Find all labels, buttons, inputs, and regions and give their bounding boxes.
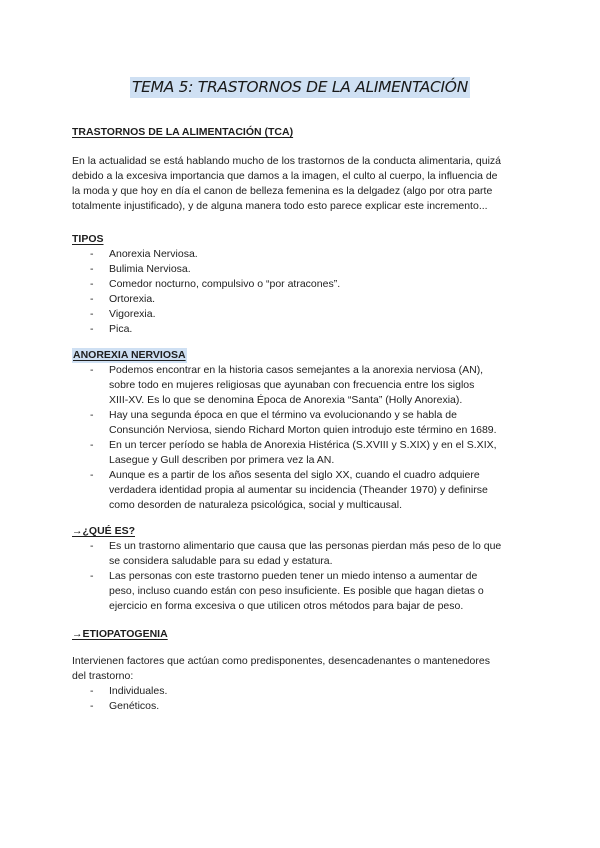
title-wrap [72, 0, 528, 101]
paragraph-line: la moda y que hoy en día el canon de belleza femenina es la delgadez (algo por otra parte [72, 185, 493, 197]
list-etiopatogenia [72, 684, 528, 714]
list-item-line: - Las personas con este trastorno pueden tener un miedo intenso a aumentar de [109, 570, 478, 582]
list-que-es [72, 539, 528, 614]
heading-anorexia-wrap [72, 345, 528, 363]
list-item-line: XIII-XV. Es lo que se denomina Época de Anorexia “Santa” (Holly Anorexia). [109, 394, 463, 406]
list-item-line: - Es un trastorno alimentario que causa que las personas pierdan más peso de lo que [109, 540, 502, 552]
list-item-line: Consunción Nerviosa, siendo Richard Morton quien introdujo este término en 1689. [109, 424, 497, 436]
list-item-line: Lasegue y Gull describen por primera vez la AN. [109, 454, 335, 466]
list-item-line: verdadera identidad propia al aumentar su incidencia (Theander 1970) y definirse [109, 484, 488, 496]
paragraph-line: debido a la excesiva importancia que damos a la imagen, el culto al cuerpo, la influencia de [72, 170, 498, 182]
heading-que-es: →¿QUÉ ES? [72, 525, 136, 537]
list-item [90, 539, 528, 569]
heading-tipos: TIPOS [72, 233, 104, 245]
heading-etiopatogenia: →ETIOPATOGENIA [72, 628, 168, 640]
list-anorexia [72, 363, 528, 513]
list-item-line: ejercicio en forma excesiva o que utilicen otros métodos para bajar de peso. [109, 600, 464, 612]
list-item [90, 468, 528, 513]
list-item [90, 363, 528, 408]
list-item-line: como desorden de naturaleza psicológica, social y multicausal. [109, 499, 402, 511]
paragraph-line: En la actualidad se está hablando mucho de los trastornos de la conducta alimentaria, quizá [72, 155, 502, 167]
list-item: - Pica. [90, 322, 528, 337]
list-item-line: - Podemos encontrar en la historia casos semejantes a la anorexia nerviosa (AN), [109, 364, 484, 376]
list-item-line: peso, incluso cuando están con peso insuficiente. Es posible que hagan dietas o [109, 585, 484, 597]
heading-tca: TRASTORNOS DE LA ALIMENTACIÓN (TCA) [72, 126, 294, 138]
paragraph-etiopatogenia [72, 654, 528, 684]
paragraph-line: del trastorno: [72, 670, 134, 682]
list-item: - Anorexia Nerviosa. [90, 247, 528, 262]
list-item [90, 569, 528, 614]
paragraph-line: totalmente injustificado), y de alguna manera todo esto parece explicar este incremento... [72, 200, 488, 212]
list-item-line: - En un tercer período se habla de Anorexia Histérica (S.XVIII y S.XIX) y en el S.XIX, [109, 439, 497, 451]
list-item: - Ortorexia. [90, 292, 528, 307]
list-item: - Vigorexia. [90, 307, 528, 322]
page-title: TEMA 5: TRASTORNOS DE LA ALIMENTACIÓN [132, 78, 468, 96]
list-item: - Genéticos. [90, 699, 528, 714]
list-item-line: - Hay una segunda época en que el término va evolucionando y se habla de [109, 409, 457, 421]
heading-anorexia: ANOREXIA NERVIOSA [73, 349, 186, 361]
list-item [90, 438, 528, 468]
list-item: - Individuales. [90, 684, 528, 699]
list-item: - Comedor nocturno, compulsivo o “por atracones”. [90, 277, 528, 292]
list-item-line: - Aunque es a partir de los años sesenta del siglo XX, cuando el cuadro adquiere [109, 469, 480, 481]
paragraph-tca [72, 154, 528, 214]
list-item: - Bulimia Nerviosa. [90, 262, 528, 277]
paragraph-line: Intervienen factores que actúan como predisponentes, desencadenantes o mantenedores [72, 655, 490, 667]
list-item-line: sobre todo en mujeres religiosas que ayunaban con frecuencia entre los siglos [109, 379, 475, 391]
list-tipos [72, 247, 528, 337]
list-item-line: se considera saludable para su edad y estatura. [109, 555, 333, 567]
list-item [90, 408, 528, 438]
